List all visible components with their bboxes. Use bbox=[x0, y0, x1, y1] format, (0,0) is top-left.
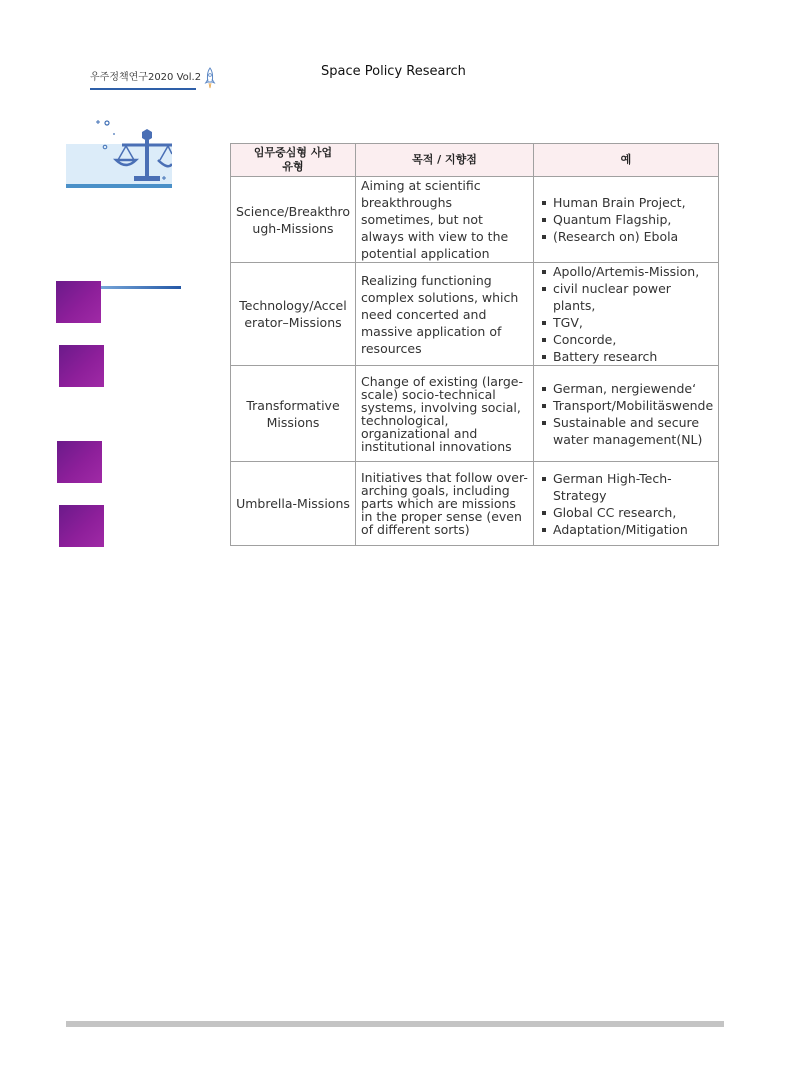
example-item: Sustainable and secure water management(NL) bbox=[540, 414, 714, 448]
mission-type-cell: Umbrella-Missions bbox=[231, 462, 356, 546]
mission-type-cell: Transformative Missions bbox=[231, 366, 356, 462]
example-item: Quantum Flagship, bbox=[540, 211, 714, 228]
header-underline bbox=[90, 88, 196, 90]
side-tab-marker bbox=[59, 505, 104, 547]
example-item: Concorde, bbox=[540, 331, 714, 348]
example-item: Battery research bbox=[540, 348, 714, 365]
mission-type-cell: Science/Breakthro ugh-Missions bbox=[231, 177, 356, 263]
examples-cell bbox=[534, 366, 719, 462]
example-item: TGV, bbox=[540, 314, 714, 331]
table-row bbox=[231, 263, 719, 366]
rocket-icon bbox=[204, 67, 216, 89]
footer-bar bbox=[66, 1021, 724, 1027]
examples-cell bbox=[534, 177, 719, 263]
example-item: civil nuclear power plants, bbox=[540, 280, 714, 314]
example-item: Transport/Mobilitäswende bbox=[540, 397, 714, 414]
side-tab-marker bbox=[56, 281, 101, 323]
table-header-row bbox=[231, 144, 719, 177]
examples-cell bbox=[534, 462, 719, 546]
table-row bbox=[231, 366, 719, 462]
purpose-cell: Initiatives that follow over-arching goals, including parts which are missions in the proper sense (even of different sorts) bbox=[356, 462, 534, 546]
examples-cell bbox=[534, 263, 719, 366]
example-item: Human Brain Project, bbox=[540, 194, 714, 211]
purpose-cell: Aiming at scientific breakthroughs sometimes, but not always with view to the potential application bbox=[356, 177, 534, 263]
example-item: German, nergiewende‘ bbox=[540, 380, 714, 397]
mission-type-cell: Technology/Accel erator–Missions bbox=[231, 263, 356, 366]
journal-title: 우주정책연구2020 Vol.2 bbox=[90, 72, 202, 83]
mission-types-table bbox=[230, 143, 719, 546]
purpose-cell: Realizing functioning complex solutions, which need concerted and massive application of resources bbox=[356, 263, 534, 366]
table-row bbox=[231, 462, 719, 546]
example-item: Global CC research, bbox=[540, 504, 714, 521]
example-item: Adaptation/Mitigation bbox=[540, 521, 714, 538]
purpose-cell: Change of existing (large-scale) socio-technical systems, involving social, technological, organizational and institutional innovations bbox=[356, 366, 534, 462]
column-header-examples: 예 bbox=[534, 144, 719, 177]
example-item: Apollo/Artemis-Mission, bbox=[540, 263, 714, 280]
balance-scale-icon bbox=[66, 118, 172, 190]
column-header-purpose: 목적 / 지향점 bbox=[356, 144, 534, 177]
side-tab-marker bbox=[57, 441, 102, 483]
example-item: German High-Tech-Strategy bbox=[540, 470, 714, 504]
running-title: Space Policy Research bbox=[321, 64, 466, 79]
side-tab-marker bbox=[59, 345, 104, 387]
example-item: (Research on) Ebola bbox=[540, 228, 714, 245]
column-header-type: 임무중심형 사업 유형 bbox=[231, 144, 356, 177]
table-row bbox=[231, 177, 719, 263]
